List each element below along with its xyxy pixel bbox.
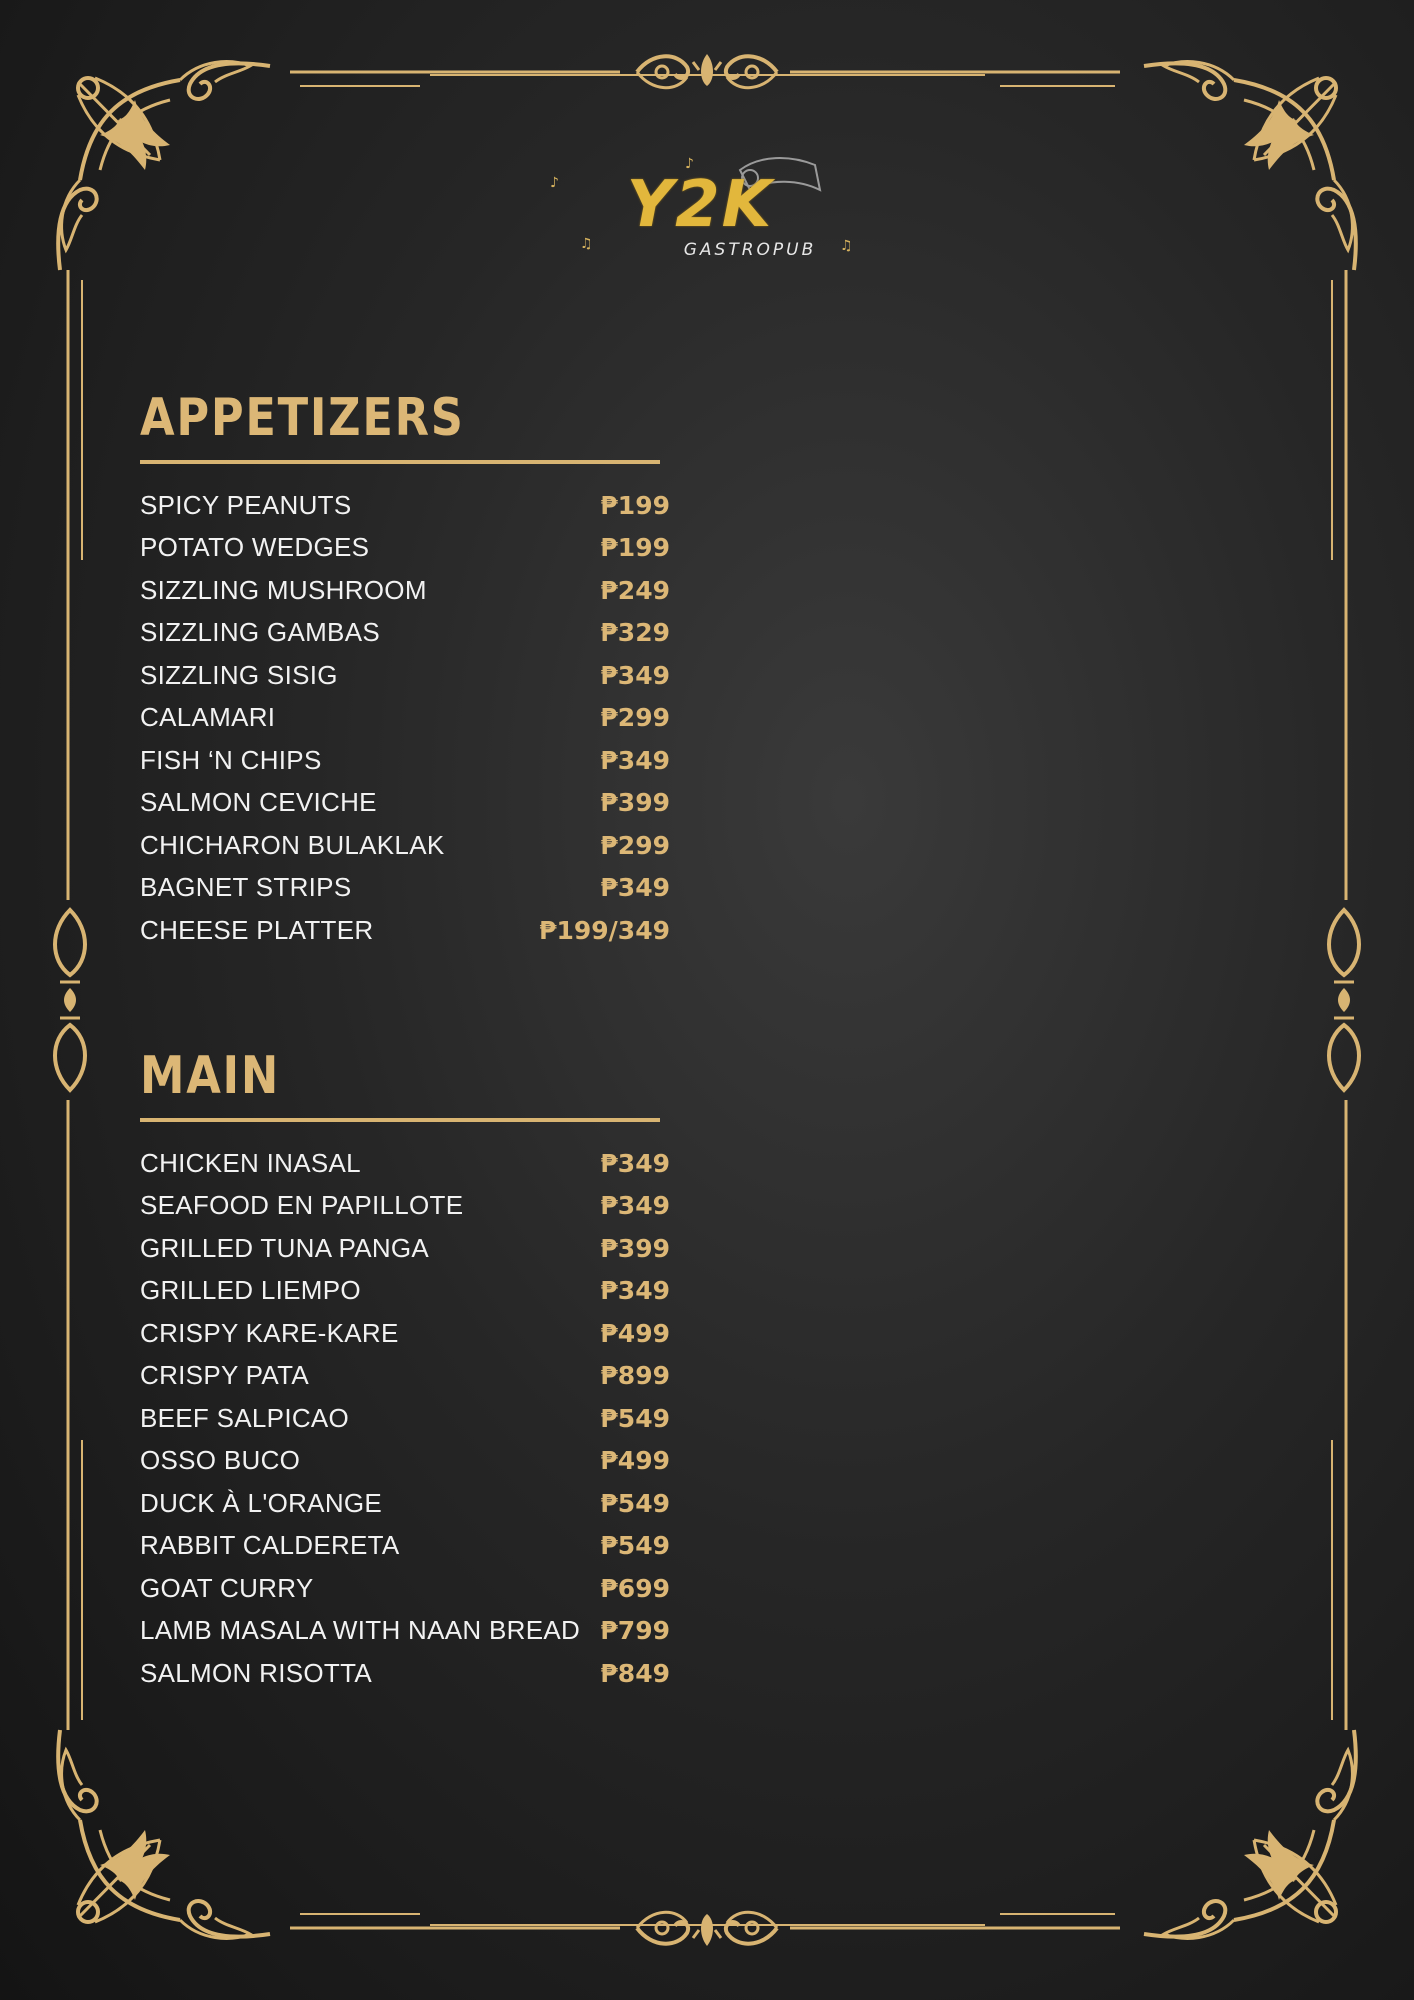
brand-logo [550, 150, 870, 280]
item-name: SIZZLING SISIG [140, 659, 338, 690]
item-name: CHICHARON BULAKLAK [140, 829, 445, 860]
item-price: ₱349 [600, 1276, 670, 1306]
item-name: BAGNET STRIPS [140, 872, 352, 903]
item-price: ₱849 [600, 1658, 670, 1688]
item-name: RABBIT CALDERETA [140, 1530, 400, 1561]
menu-item [140, 739, 670, 782]
menu-item [140, 824, 670, 867]
menu-item [140, 1397, 670, 1440]
top-center-ornament [637, 54, 777, 88]
item-name: LAMB MASALA WITH NAAN BREAD [140, 1615, 581, 1646]
menu-item [140, 1312, 670, 1355]
menu-item [140, 782, 670, 825]
menu-item [140, 1227, 670, 1270]
item-name: CRISPY KARE-KARE [140, 1317, 399, 1348]
item-name: SIZZLING MUSHROOM [140, 574, 427, 605]
item-price: ₱349 [600, 745, 670, 775]
section-divider [140, 460, 660, 464]
item-price: ₱399 [600, 788, 670, 818]
music-note-icon: ♫ [580, 236, 593, 252]
menu-item [140, 612, 670, 655]
menu-item [140, 1652, 670, 1695]
item-price: ₱329 [600, 618, 670, 648]
item-name: GRILLED TUNA PANGA [140, 1232, 430, 1263]
menu-item [140, 484, 670, 527]
menu-list [140, 1142, 670, 1695]
menu-item [140, 1270, 670, 1313]
corner-ornament-bottom-right [1144, 1730, 1356, 1938]
menu-item [140, 569, 670, 612]
left-center-ornament [55, 910, 85, 1090]
section-divider [140, 1118, 660, 1122]
item-name: SALMON RISOTTA [140, 1657, 372, 1688]
item-price: ₱799 [600, 1616, 670, 1646]
item-name: FISH ‘N CHIPS [140, 744, 322, 775]
item-price: ₱299 [600, 703, 670, 733]
item-name: CHEESE PLATTER [140, 914, 374, 945]
item-name: SPICY PEANUTS [140, 489, 352, 520]
item-price: ₱199 [600, 533, 670, 563]
menu-item [140, 1567, 670, 1610]
menu-list [140, 484, 670, 952]
item-name: POTATO WEDGES [140, 532, 370, 563]
item-price: ₱699 [600, 1573, 670, 1603]
section-title: APPETIZERS [140, 388, 465, 448]
item-name: GOAT CURRY [140, 1572, 314, 1603]
music-note-icon: ♫ [840, 238, 853, 254]
menu-item [140, 1185, 670, 1228]
menu-item [140, 1355, 670, 1398]
corner-ornament-top-right [1144, 62, 1356, 270]
menu-item [140, 909, 670, 952]
item-name: GRILLED LIEMPO [140, 1275, 361, 1306]
bottom-center-ornament [637, 1912, 777, 1946]
item-price: ₱349 [600, 1148, 670, 1178]
menu-item [140, 867, 670, 910]
item-name: SEAFOOD EN PAPILLOTE [140, 1190, 464, 1221]
menu-item [140, 1525, 670, 1568]
menu-item [140, 654, 670, 697]
item-price: ₱349 [600, 660, 670, 690]
item-price: ₱549 [600, 1531, 670, 1561]
section-title: MAIN [140, 1046, 281, 1106]
item-price: ₱349 [600, 1191, 670, 1221]
menu-item [140, 1440, 670, 1483]
item-name: CALAMARI [140, 702, 276, 733]
menu-item [140, 1482, 670, 1525]
item-price: ₱299 [600, 830, 670, 860]
music-note-icon: ♪ [550, 175, 559, 191]
section-main [140, 1046, 670, 1695]
menu-item [140, 1142, 670, 1185]
item-name: DUCK À L'ORANGE [140, 1487, 383, 1518]
item-price: ₱499 [600, 1318, 670, 1348]
item-price: ₱899 [600, 1361, 670, 1391]
item-price: ₱549 [600, 1403, 670, 1433]
item-name: BEEF SALPICAO [140, 1402, 350, 1433]
section-appetizers [140, 388, 670, 952]
music-note-icon: ♪ [685, 156, 694, 172]
item-price: ₱549 [600, 1488, 670, 1518]
item-price: ₱499 [600, 1446, 670, 1476]
item-name: CRISPY PATA [140, 1360, 309, 1391]
menu-item [140, 527, 670, 570]
corner-ornament-bottom-left [58, 1730, 270, 1938]
logo-wordmark: Y2K [626, 168, 774, 242]
item-name: CHICKEN INASAL [140, 1147, 361, 1178]
menu-item [140, 1610, 670, 1653]
item-price: ₱199 [600, 490, 670, 520]
corner-ornament-top-left [58, 62, 270, 270]
item-name: SALMON CEVICHE [140, 787, 377, 818]
logo-subtitle: GASTROPUB [683, 240, 817, 260]
item-price: ₱199/349 [539, 915, 670, 945]
item-name: OSSO BUCO [140, 1445, 301, 1476]
right-center-ornament [1329, 910, 1359, 1090]
menu-item [140, 697, 670, 740]
item-price: ₱249 [600, 575, 670, 605]
item-price: ₱349 [600, 873, 670, 903]
item-name: SIZZLING GAMBAS [140, 617, 380, 648]
item-price: ₱399 [600, 1233, 670, 1263]
